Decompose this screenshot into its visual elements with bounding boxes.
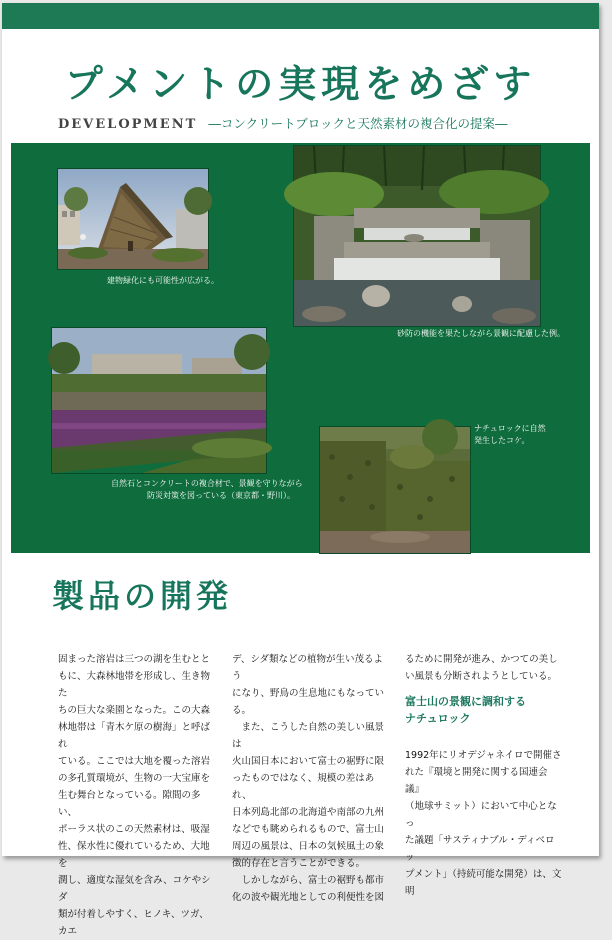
text-line: 徴的存在と言うことができる。	[232, 858, 366, 869]
development-line	[58, 113, 558, 133]
page-headline: プメントの実現をめざす	[64, 62, 537, 106]
development-label: DEVELOPMENT	[58, 117, 198, 132]
development-subtitle: ―コンクリートブロックと天然素材の複合化の提案―	[208, 116, 508, 131]
text-line: などでも眺められるもので、富士山	[232, 824, 384, 835]
text-line: ちの巨大な楽園となった。この大森	[58, 705, 211, 716]
subheading-line: ナチュロック	[405, 712, 471, 725]
text-line: 日本列島北部の北海道や南部の九州	[232, 807, 385, 818]
text-line: 固まった溶岩は三つの湖を生むとと	[58, 654, 211, 665]
text-line: しかしながら、富士の裾野も都市	[232, 875, 385, 886]
text-line: ポーラス状のこの天然素材は、吸湿	[58, 824, 210, 835]
photo-river-bank	[51, 327, 267, 474]
body-column-1	[58, 651, 216, 940]
caption-line: 防災対策を図っている（東京都・野川）。	[147, 491, 295, 500]
caption-line: ナチュロックに自然	[474, 424, 546, 433]
body-column-2	[232, 651, 390, 906]
body-column-3-bottom	[405, 747, 563, 900]
text-line: 化の波や観光地としての利便性を図	[232, 892, 385, 903]
photo-panel	[11, 143, 590, 553]
caption-line: 自然石とコンクリートの複合材で、景観を守りながら	[111, 479, 303, 488]
section-title: 製品の開発	[52, 577, 233, 615]
caption-line: 建物緑化にも可能性が広がる。	[107, 276, 219, 285]
text-line: 1992年にリオデジャネイロで開催さ	[405, 750, 562, 761]
brochure-page	[2, 3, 599, 937]
caption-line: 発生したコケ。	[474, 436, 530, 445]
body-column-3-top	[405, 651, 563, 685]
caption-line: 砂防の機能を果たしながら景観に配慮した例。	[397, 329, 565, 338]
photo-sabo-dam	[293, 145, 541, 327]
text-line: プメント」（持続可能な開発）は、文明	[405, 869, 562, 897]
photo-moss-block	[319, 426, 471, 554]
top-color-band	[2, 3, 599, 29]
text-line: 火山国日本において富士の裾野に限	[232, 756, 385, 767]
text-line: 性、保水性に優れているため、大地を	[58, 841, 210, 869]
text-line: ている。ここでは大地を覆った溶岩	[58, 756, 211, 767]
text-line: 類が付着しやすく、ヒノキ、ツガ、カエ	[58, 909, 209, 937]
text-line: るために開発が進み、かつての美し	[405, 654, 558, 665]
caption-river-bank	[111, 478, 303, 502]
caption-moss-block	[474, 423, 546, 447]
text-line: の多孔質環境が、生物の一大宝庫を	[58, 773, 211, 784]
text-line: 潤し、適度な湿気を含み、コケやシダ	[58, 875, 211, 903]
photo-greening-building	[57, 168, 209, 270]
text-line: デ、シダ類などの植物が生い茂るよう	[232, 654, 383, 682]
text-line: もに、大森林地帯を形成し、生き物た	[58, 671, 211, 699]
text-line: ったものではなく、規模の差はあれ、	[232, 773, 375, 801]
text-line: 生む舞台となっている。隙間の多い、	[58, 790, 201, 818]
caption-sabo-dam	[397, 328, 565, 340]
text-line: になり、野鳥の生息地にもなっている。	[232, 688, 385, 716]
text-line: （地球サミット）において中心となっ	[405, 801, 557, 829]
text-line: い風景も分断されようとしている。	[405, 671, 558, 682]
subheading-line: 富士山の景観に調和する	[405, 695, 526, 708]
text-line: 周辺の風景は、日本の気候風土の象	[232, 841, 385, 852]
text-line: れた『環境と開発に関する国連会議』	[405, 767, 548, 795]
text-line: 林地帯は「青木ケ原の樹海」と呼ばれ	[58, 722, 211, 750]
text-line: た議題「サスティナブル・ディベロッ	[405, 835, 555, 863]
column-subheading	[405, 693, 575, 727]
text-line: また、こうした自然の美しい風景は	[232, 722, 385, 750]
caption-greening-building	[107, 275, 219, 287]
